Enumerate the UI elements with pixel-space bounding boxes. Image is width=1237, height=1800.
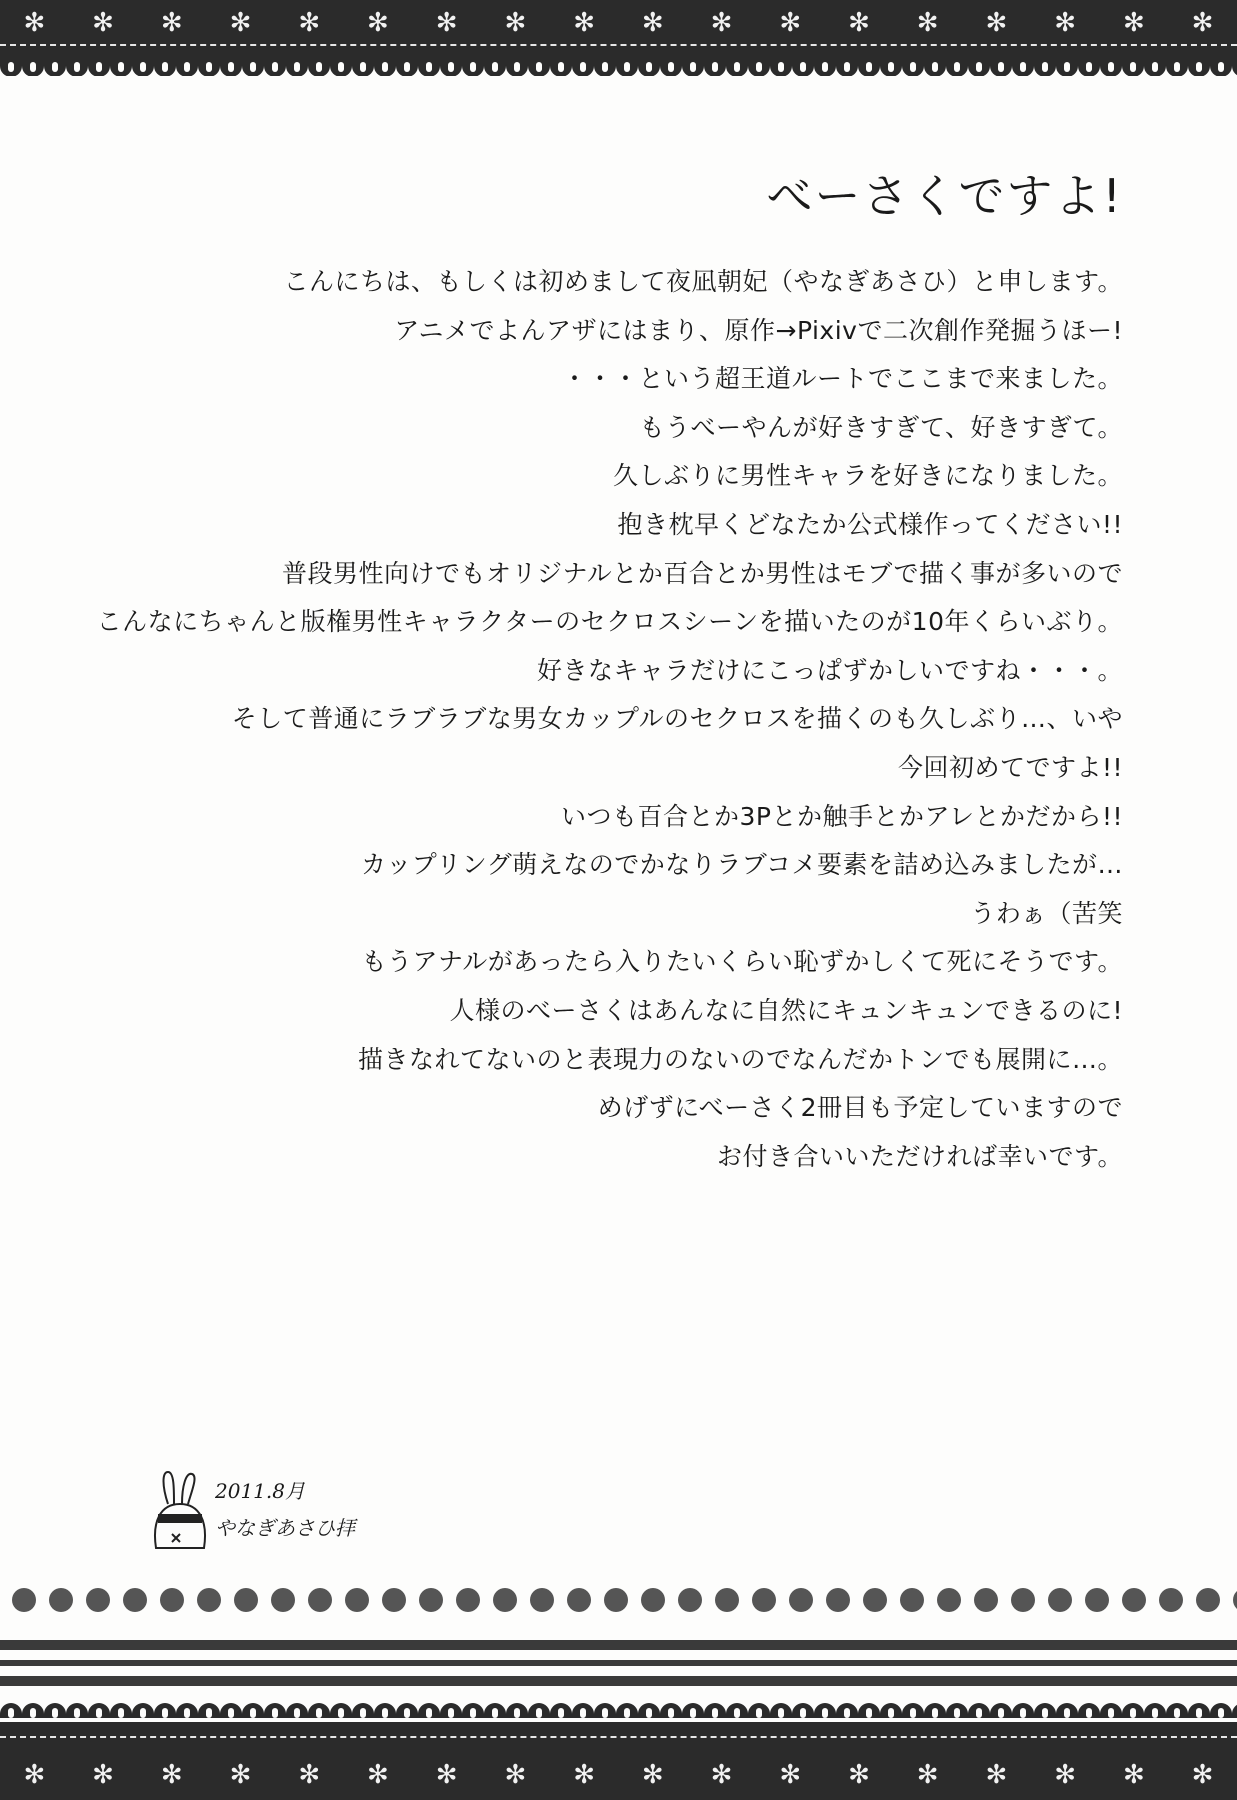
scallop-lace-bottom [0,1700,1237,1718]
signature [150,1470,380,1560]
flower-icon: ✻ [23,1760,46,1790]
flower-icon: ✻ [641,8,664,38]
flower-pattern-bottom [0,1762,1237,1788]
flower-icon: ✻ [504,8,527,38]
text-line: いつも百合とか3Pとか触手とかアレとかだから!! [560,801,1123,831]
text-line: もうべーやんが好きすぎて、好きすぎて。 [639,412,1123,442]
flower-icon: ✻ [916,8,939,38]
flower-icon: ✻ [160,8,183,38]
rabbit-doodle-icon [150,1470,212,1555]
stripe-divider [0,1660,1237,1666]
flower-icon: ✻ [367,1760,389,1790]
flower-icon: ✻ [573,8,595,38]
text-line: そして普通にラブラブな男女カップルのセクロスを描くのも久しぶり…、いや [231,704,1123,734]
flower-icon: ✻ [779,8,802,38]
flower-icon: ✻ [848,1760,870,1790]
flower-icon: ✻ [298,8,321,38]
flower-icon: ✻ [848,8,870,38]
dot-divider [0,1580,1237,1620]
flower-icon: ✻ [1122,1760,1145,1790]
text-line: 普段男性向けでもオリジナルとか百合とか男性はモブで描く事が多いので [281,558,1123,588]
flower-icon: ✻ [916,1760,939,1790]
flower-icon: ✻ [298,1760,321,1790]
scallop-lace-top [0,58,1237,76]
dashed-stitch-line [0,44,1237,46]
signature-date: 2011.8月 [215,1479,305,1503]
text-line: 久しぶりに男性キャラを好きになりました。 [612,461,1123,491]
text-line: 抱き枕早くどなたか公式様作ってください!! [617,509,1123,539]
text-line: こんなにちゃんと版権男性キャラクターのセクロスシーンを描いたのが10年くらいぶり。 [96,607,1123,637]
flower-icon: ✻ [985,1760,1008,1790]
flower-icon: ✻ [1191,8,1214,38]
flower-icon: ✻ [229,1760,252,1790]
flower-icon: ✻ [23,8,46,38]
stripe-divider [0,1640,1237,1650]
flower-icon: ✻ [1054,8,1077,38]
flower-icon: ✻ [504,1760,527,1790]
text-line: 今回初めてですよ!! [897,752,1123,782]
flower-icon: ✻ [92,8,114,38]
afterword-text [43,258,1123,1181]
bottom-decorative-band [0,1722,1237,1800]
flower-icon: ✻ [160,1760,183,1790]
text-line: うわぁ（苦笑 [970,898,1123,928]
text-line: アニメでよんアザにはまり、原作→Pixivで二次創作発掘うほー! [394,315,1123,345]
flower-icon: ✻ [229,8,252,38]
stripe-divider [0,1676,1237,1686]
flower-icon: ✻ [435,8,458,38]
signature-name: やなぎあさひ拝 [215,1516,355,1540]
text-line: 人様のべーさくはあんなに自然にキュンキュンできるのに! [449,995,1123,1025]
top-decorative-band [0,0,1237,58]
flower-icon: ✻ [367,8,389,38]
flower-icon: ✻ [710,1760,733,1790]
text-line: お付き合いいただければ幸いです。 [716,1141,1123,1171]
flower-icon: ✻ [779,1760,802,1790]
text-line: もうアナルがあったら入りたいくらい恥ずかしくて死にそうです。 [361,947,1123,977]
dashed-stitch-line [0,1736,1237,1738]
flower-pattern-top [0,10,1237,36]
text-line: こんにちは、もしくは初めまして夜凪朝妃（やなぎあさひ）と申します。 [283,267,1123,296]
text-line: カップリング萌えなのでかなりラブコメ要素を詰め込みましたが… [360,850,1123,880]
text-line: 好きなキャラだけにこっぱずかしいですね・・・。 [536,655,1123,685]
flower-icon: ✻ [710,8,733,38]
flower-icon: ✻ [1191,1760,1214,1790]
flower-icon: ✻ [435,1760,458,1790]
flower-icon: ✻ [573,1760,595,1790]
text-line: 描きなれてないのと表現力のないのでなんだかトンでも展開に…。 [357,1044,1123,1074]
flower-icon: ✻ [985,8,1008,38]
flower-icon: ✻ [641,1760,664,1790]
flower-icon: ✻ [1054,1760,1077,1790]
flower-icon: ✻ [1122,8,1145,38]
text-line: めげずにべーさく2冊目も予定していますので [597,1093,1123,1123]
flower-icon: ✻ [92,1760,114,1790]
page-title: べーさくですよ! [766,169,1123,223]
text-line: ・・・という超王道ルートでここまで来ました。 [561,364,1123,394]
